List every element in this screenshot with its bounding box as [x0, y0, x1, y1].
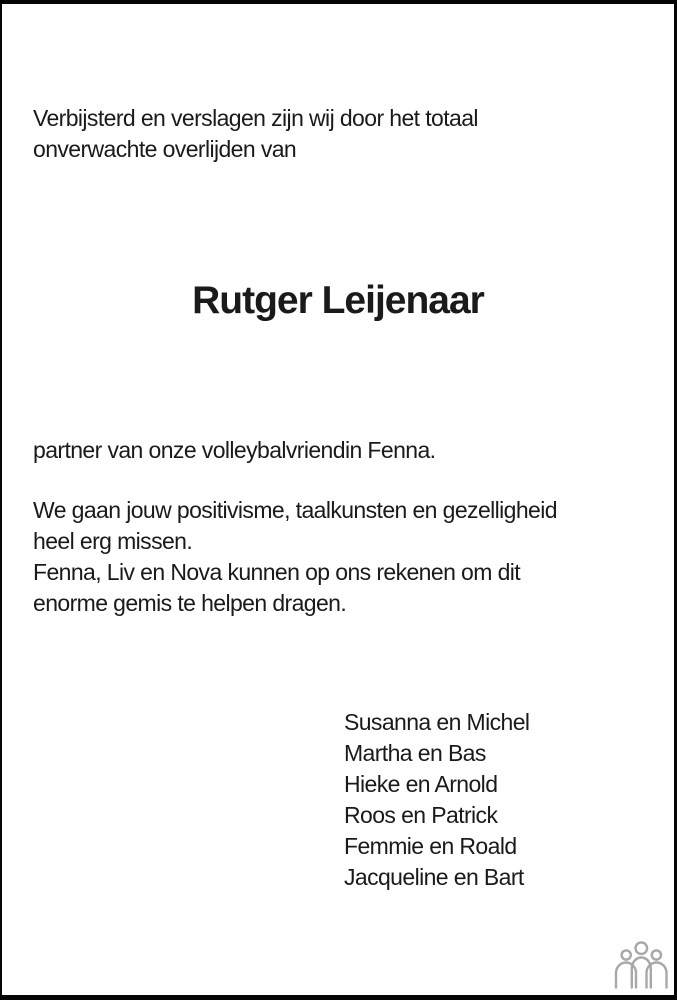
- intro-line: Verbijsterd en verslagen zijn wij door het totaal: [33, 105, 478, 131]
- signature-item: Jacqueline en Bart: [344, 864, 524, 890]
- signature-item: Roos en Patrick: [344, 802, 498, 828]
- deceased-name: Rutger Leijenaar: [192, 279, 484, 322]
- people-group-icon-strokes: [616, 942, 667, 987]
- relation-line: partner van onze volleybalvriendin Fenna.: [33, 437, 436, 463]
- people-group-icon: [613, 940, 670, 991]
- message-line: enorme gemis te helpen dragen.: [33, 590, 347, 616]
- intro-line: onverwachte overlijden van: [33, 136, 297, 162]
- signature-item: Femmie en Roald: [344, 833, 517, 859]
- signatures-list: [344, 707, 529, 893]
- message-line: Fenna, Liv en Nova kunnen op ons rekenen om dit: [33, 559, 521, 585]
- signature-item: Hieke en Arnold: [344, 771, 498, 797]
- message-paragraph: [33, 495, 557, 619]
- message-line: We gaan jouw positivisme, taalkunsten en gezelligheid: [33, 497, 557, 523]
- signature-item: Susanna en Michel: [344, 709, 530, 735]
- signature-item: Martha en Bas: [344, 740, 486, 766]
- intro-paragraph: [33, 103, 478, 165]
- message-line: heel erg missen.: [33, 528, 193, 554]
